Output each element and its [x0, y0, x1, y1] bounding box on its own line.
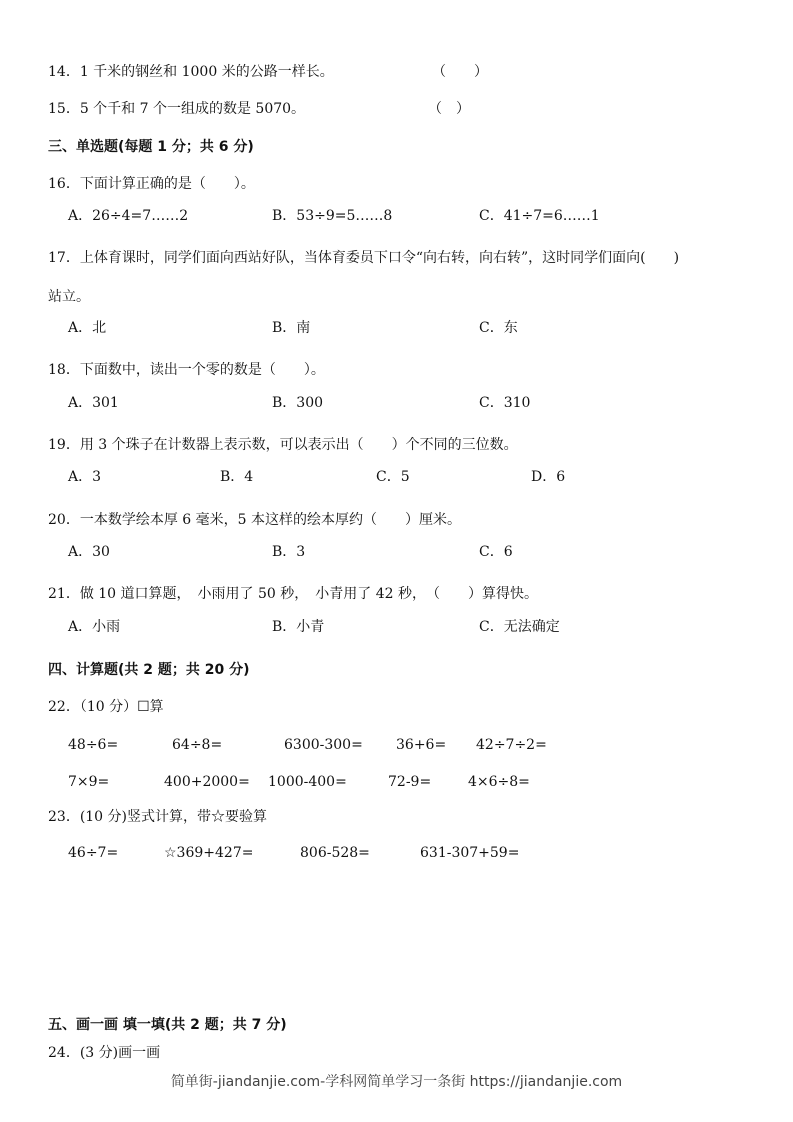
question-15-text: 15．5 个千和 7 个一组成的数是 5070。	[48, 101, 306, 117]
question-16-option-c: C．41÷7=6……1	[479, 208, 600, 224]
question-19-option-a: A．3	[68, 469, 102, 485]
question-17-option-a: A．北	[68, 320, 107, 336]
question-20-option-a: A．30	[68, 544, 110, 560]
question-14-answer-paren: （ ）	[432, 64, 488, 80]
calc-item: 72-9=	[388, 774, 432, 790]
question-16-text: 16．下面计算正确的是（ ）。	[48, 176, 255, 192]
question-22-title: 22．（10 分）☐算	[48, 699, 164, 715]
section-3-title: 三、单选题(每题 1 分；共 6 分)	[48, 139, 254, 155]
calc-item: 806-528=	[300, 845, 370, 861]
question-23-title: 23．(10 分)竖式计算，带☆要验算	[48, 809, 268, 825]
calc-item: 46÷7=	[68, 845, 119, 861]
question-20-text: 20．一本数学绘本厚 6 毫米，5 本这样的绘本厚约（ ）厘米。	[48, 512, 461, 528]
question-18-option-b: B．300	[272, 395, 324, 411]
question-21-option-c: C．无法确定	[479, 619, 560, 635]
calc-item: 1000-400=	[268, 774, 347, 790]
question-18-option-a: A．301	[68, 395, 119, 411]
question-17-text-line2: 站立。	[48, 289, 90, 305]
calc-item: 4×6÷8=	[468, 774, 530, 790]
calc-item: 400+2000=	[164, 774, 250, 790]
calc-item: 36+6=	[396, 737, 447, 753]
calc-item: 631-307+59=	[420, 845, 520, 861]
calc-item: 6300-300=	[284, 737, 363, 753]
section-4-title: 四、计算题(共 2 题；共 20 分)	[48, 662, 250, 678]
question-24-title: 24．(3 分)画一画	[48, 1045, 161, 1061]
question-16-option-b: B．53÷9=5……8	[272, 208, 393, 224]
question-15-answer-paren: （ ）	[428, 101, 470, 117]
question-21-option-a: A．小雨	[68, 619, 121, 635]
question-17-option-c: C．东	[479, 320, 518, 336]
calc-item: 64÷8=	[172, 737, 223, 753]
section-5-title: 五、画一画 填一填(共 2 题；共 7 分)	[48, 1017, 287, 1033]
question-19-text: 19．用 3 个珠子在计数器上表示数，可以表示出（ ）个不同的三位数。	[48, 437, 518, 453]
question-14-text: 14．1 千米的钢丝和 1000 米的公路一样长。	[48, 64, 334, 80]
question-19-option-c: C．5	[376, 469, 410, 485]
calc-item: 48÷6=	[68, 737, 119, 753]
question-16-option-a: A．26÷4=7……2	[68, 208, 189, 224]
question-17-option-b: B．南	[272, 320, 311, 336]
question-19-option-d: D．6	[531, 469, 566, 485]
calc-item: ☆369+427=	[164, 845, 254, 861]
calc-item: 42÷7÷2=	[476, 737, 547, 753]
question-19-option-b: B．4	[220, 469, 254, 485]
question-17-text-line1: 17．上体育课时，同学们面向西站好队，当体育委员下口令“向右转，向右转”，这时同学们面向( )	[48, 250, 680, 266]
question-18-option-c: C．310	[479, 395, 531, 411]
calc-item: 7×9=	[68, 774, 110, 790]
question-20-option-b: B．3	[272, 544, 306, 560]
question-20-option-c: C．6	[479, 544, 513, 560]
question-21-text: 21．做 10 道口算题， 小雨用了 50 秒， 小青用了 42 秒， （ ）算得快。	[48, 586, 538, 602]
question-18-text: 18．下面数中，读出一个零的数是（ ）。	[48, 362, 325, 378]
page-footer: 简单街-jiandanjie.com-学科网简单学习一条街 https://jiandanjie.com	[170, 1074, 623, 1090]
question-21-option-b: B．小青	[272, 619, 325, 635]
